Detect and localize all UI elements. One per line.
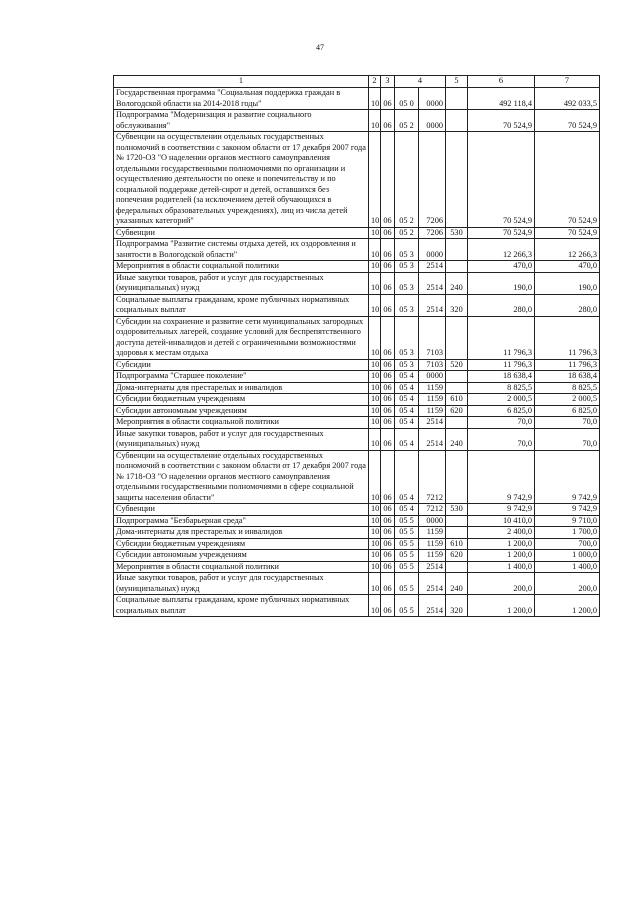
item-code-cell: 7103	[419, 316, 446, 359]
subsection-code-cell: 06	[381, 428, 395, 450]
item-code-cell: 0000	[419, 88, 446, 110]
amount-col7-cell: 9 742,9	[535, 504, 600, 516]
subsection-code-cell: 06	[381, 382, 395, 394]
amount-col7-cell: 9 710,0	[535, 515, 600, 527]
amount-col7-cell: 200,0	[535, 573, 600, 595]
table-row	[114, 394, 600, 406]
program-code-cell: 05 4	[395, 382, 419, 394]
amount-col6-cell: 6 825,0	[468, 405, 535, 417]
expense-type-cell: 620	[446, 550, 468, 562]
section-code-cell: 10	[369, 550, 381, 562]
table-row	[114, 515, 600, 527]
item-code-cell: 2514	[419, 272, 446, 294]
table-row	[114, 371, 600, 383]
row-name-cell: Государственная программа "Социальная поддержка граждан в Вологодской области на 2014-2018 годы"	[114, 88, 369, 110]
program-code-cell: 05 4	[395, 504, 419, 516]
table-row	[114, 405, 600, 417]
table-row	[114, 527, 600, 539]
section-code-cell: 10	[369, 538, 381, 550]
expense-type-cell	[446, 88, 468, 110]
expense-type-cell	[446, 239, 468, 261]
header-cell: 1	[114, 76, 369, 88]
amount-col6-cell: 280,0	[468, 294, 535, 316]
program-code-cell: 05 4	[395, 371, 419, 383]
table-row	[114, 561, 600, 573]
item-code-cell: 7206	[419, 132, 446, 228]
subsection-code-cell: 06	[381, 405, 395, 417]
table-row	[114, 132, 600, 228]
subsection-code-cell: 06	[381, 538, 395, 550]
expense-type-cell	[446, 527, 468, 539]
row-name-cell: Мероприятия в области социальной политики	[114, 261, 369, 273]
expense-type-cell: 240	[446, 573, 468, 595]
section-code-cell: 10	[369, 515, 381, 527]
program-code-cell: 05 5	[395, 550, 419, 562]
item-code-cell: 1159	[419, 527, 446, 539]
section-code-cell: 10	[369, 394, 381, 406]
section-code-cell: 10	[369, 272, 381, 294]
expense-type-cell: 320	[446, 595, 468, 617]
item-code-cell: 7212	[419, 504, 446, 516]
amount-col6-cell: 70 524,9	[468, 110, 535, 132]
amount-col6-cell: 200,0	[468, 573, 535, 595]
table-row	[114, 359, 600, 371]
amount-col6-cell: 8 825,5	[468, 382, 535, 394]
item-code-cell: 2514	[419, 417, 446, 429]
amount-col7-cell: 12 266,3	[535, 239, 600, 261]
amount-col6-cell: 11 796,3	[468, 316, 535, 359]
expense-type-cell: 530	[446, 227, 468, 239]
amount-col6-cell: 492 118,4	[468, 88, 535, 110]
expense-type-cell: 620	[446, 405, 468, 417]
item-code-cell: 2514	[419, 294, 446, 316]
table-row	[114, 316, 600, 359]
amount-col6-cell: 9 742,9	[468, 504, 535, 516]
subsection-code-cell: 06	[381, 527, 395, 539]
table-row	[114, 504, 600, 516]
expense-type-cell	[446, 316, 468, 359]
expense-type-cell	[446, 110, 468, 132]
program-code-cell: 05 5	[395, 573, 419, 595]
program-code-cell: 05 0	[395, 88, 419, 110]
subsection-code-cell: 06	[381, 394, 395, 406]
program-code-cell: 05 4	[395, 450, 419, 504]
amount-col7-cell: 190,0	[535, 272, 600, 294]
program-code-cell: 05 3	[395, 294, 419, 316]
table-row	[114, 227, 600, 239]
expense-type-cell: 240	[446, 272, 468, 294]
row-name-cell: Социальные выплаты гражданам, кроме публичных нормативных социальных выплат	[114, 595, 369, 617]
section-code-cell: 10	[369, 261, 381, 273]
amount-col6-cell: 11 796,3	[468, 359, 535, 371]
program-code-cell: 05 5	[395, 538, 419, 550]
item-code-cell: 0000	[419, 110, 446, 132]
amount-col7-cell: 700,0	[535, 538, 600, 550]
program-code-cell: 05 3	[395, 359, 419, 371]
row-name-cell: Подпрограмма "Развитие системы отдыха детей, их оздоровления и занятости в Вологодской области"	[114, 239, 369, 261]
table-row	[114, 261, 600, 273]
amount-col6-cell: 12 266,3	[468, 239, 535, 261]
amount-col6-cell: 2 400,0	[468, 527, 535, 539]
section-code-cell: 10	[369, 316, 381, 359]
row-name-cell: Субвенции на осуществлении отдельных государственных полномочий в соответствии с законом области от 17 декабря 2007 года № 1720-ОЗ "О наделении органов местного самоуправления отдельными государственными полномочиями по организации и осуществлению деятельности по опеке и попечительству и по социальной поддержке детей-сирот и детей, оставшихся без попечения родителей (за исключением детей обучающихся в федеральных образовательных учреждениях), лиц из числа детей указанных категорий"	[114, 132, 369, 228]
section-code-cell: 10	[369, 371, 381, 383]
subsection-code-cell: 06	[381, 239, 395, 261]
expense-type-cell	[446, 261, 468, 273]
table-row	[114, 239, 600, 261]
section-code-cell: 10	[369, 239, 381, 261]
row-name-cell: Дома-интернаты для престарелых и инвалидов	[114, 382, 369, 394]
section-code-cell: 10	[369, 527, 381, 539]
program-code-cell: 05 5	[395, 515, 419, 527]
subsection-code-cell: 06	[381, 132, 395, 228]
header-cell: 2	[369, 76, 381, 88]
page-number: 47	[316, 43, 324, 52]
table-row	[114, 88, 600, 110]
program-code-cell: 05 3	[395, 261, 419, 273]
amount-col6-cell: 70,0	[468, 417, 535, 429]
table-row	[114, 272, 600, 294]
amount-col7-cell: 1 700,0	[535, 527, 600, 539]
row-name-cell: Субвенции	[114, 504, 369, 516]
section-code-cell: 10	[369, 88, 381, 110]
item-code-cell: 1159	[419, 382, 446, 394]
amount-col6-cell: 1 200,0	[468, 550, 535, 562]
row-name-cell: Субсидии бюджетным учреждениям	[114, 394, 369, 406]
item-code-cell: 0000	[419, 239, 446, 261]
table-row	[114, 294, 600, 316]
item-code-cell: 7206	[419, 227, 446, 239]
row-name-cell: Социальные выплаты гражданам, кроме публичных нормативных социальных выплат	[114, 294, 369, 316]
section-code-cell: 10	[369, 504, 381, 516]
amount-col6-cell: 1 400,0	[468, 561, 535, 573]
row-name-cell: Подпрограмма "Безбарьерная среда"	[114, 515, 369, 527]
row-name-cell: Мероприятия в области социальной политики	[114, 417, 369, 429]
row-name-cell: Мероприятия в области социальной политики	[114, 561, 369, 573]
amount-col6-cell: 1 200,0	[468, 538, 535, 550]
expense-type-cell	[446, 417, 468, 429]
expense-type-cell	[446, 371, 468, 383]
section-code-cell: 10	[369, 595, 381, 617]
item-code-cell: 7212	[419, 450, 446, 504]
row-name-cell: Подпрограмма "Старшее поколение"	[114, 371, 369, 383]
subsection-code-cell: 06	[381, 417, 395, 429]
header-cell: 3	[381, 76, 395, 88]
section-code-cell: 10	[369, 227, 381, 239]
header-cell: 7	[535, 76, 600, 88]
item-code-cell: 0000	[419, 515, 446, 527]
program-code-cell: 05 2	[395, 132, 419, 228]
amount-col7-cell: 9 742,9	[535, 450, 600, 504]
subsection-code-cell: 06	[381, 110, 395, 132]
amount-col7-cell: 70 524,9	[535, 227, 600, 239]
subsection-code-cell: 06	[381, 515, 395, 527]
item-code-cell: 2514	[419, 573, 446, 595]
item-code-cell: 1159	[419, 538, 446, 550]
program-code-cell: 05 4	[395, 428, 419, 450]
header-cell: 4	[395, 76, 446, 88]
amount-col7-cell: 18 638,4	[535, 371, 600, 383]
subsection-code-cell: 06	[381, 272, 395, 294]
table-row	[114, 382, 600, 394]
expense-type-cell: 530	[446, 504, 468, 516]
subsection-code-cell: 06	[381, 595, 395, 617]
subsection-code-cell: 06	[381, 261, 395, 273]
item-code-cell: 1159	[419, 394, 446, 406]
amount-col6-cell: 9 742,9	[468, 450, 535, 504]
subsection-code-cell: 06	[381, 316, 395, 359]
item-code-cell: 2514	[419, 261, 446, 273]
program-code-cell: 05 3	[395, 316, 419, 359]
amount-col6-cell: 2 000,5	[468, 394, 535, 406]
subsection-code-cell: 06	[381, 88, 395, 110]
row-name-cell: Дома-интернаты для престарелых и инвалидов	[114, 527, 369, 539]
program-code-cell: 05 3	[395, 272, 419, 294]
row-name-cell: Субсидии автономным учреждениям	[114, 550, 369, 562]
subsection-code-cell: 06	[381, 227, 395, 239]
amount-col7-cell: 492 033,5	[535, 88, 600, 110]
program-code-cell: 05 2	[395, 110, 419, 132]
program-code-cell: 05 4	[395, 394, 419, 406]
program-code-cell: 05 5	[395, 561, 419, 573]
expense-type-cell: 610	[446, 394, 468, 406]
section-code-cell: 10	[369, 359, 381, 371]
expense-type-cell: 240	[446, 428, 468, 450]
row-name-cell: Субвенции	[114, 227, 369, 239]
amount-col7-cell: 70,0	[535, 428, 600, 450]
amount-col7-cell: 70,0	[535, 417, 600, 429]
row-name-cell: Субвенции на осуществление отдельных государственных полномочий в соответствии с законом области от 17 декабря 2007 года № 1718-ОЗ "О наделении органов местного самоуправления отдельными государственными полномочиями в сфере социальной защиты населения области"	[114, 450, 369, 504]
amount-col6-cell: 190,0	[468, 272, 535, 294]
amount-col6-cell: 70,0	[468, 428, 535, 450]
program-code-cell: 05 4	[395, 405, 419, 417]
expense-type-cell	[446, 132, 468, 228]
item-code-cell: 2514	[419, 561, 446, 573]
amount-col7-cell: 11 796,3	[535, 359, 600, 371]
subsection-code-cell: 06	[381, 573, 395, 595]
expense-type-cell: 520	[446, 359, 468, 371]
row-name-cell: Иные закупки товаров, работ и услуг для государственных (муниципальных) нужд	[114, 573, 369, 595]
item-code-cell: 2514	[419, 428, 446, 450]
expense-type-cell	[446, 450, 468, 504]
section-code-cell: 10	[369, 450, 381, 504]
amount-col7-cell: 6 825,0	[535, 405, 600, 417]
amount-col6-cell: 18 638,4	[468, 371, 535, 383]
section-code-cell: 10	[369, 417, 381, 429]
amount-col7-cell: 1 000,0	[535, 550, 600, 562]
expense-type-cell	[446, 561, 468, 573]
item-code-cell: 2514	[419, 595, 446, 617]
amount-col6-cell: 1 200,0	[468, 595, 535, 617]
amount-col7-cell: 1 400,0	[535, 561, 600, 573]
amount-col7-cell: 70 524,9	[535, 110, 600, 132]
amount-col7-cell: 2 000,5	[535, 394, 600, 406]
program-code-cell: 05 5	[395, 595, 419, 617]
subsection-code-cell: 06	[381, 450, 395, 504]
budget-table	[113, 75, 600, 617]
amount-col7-cell: 280,0	[535, 294, 600, 316]
amount-col6-cell: 70 524,9	[468, 132, 535, 228]
amount-col7-cell: 470,0	[535, 261, 600, 273]
subsection-code-cell: 06	[381, 294, 395, 316]
header-cell: 5	[446, 76, 468, 88]
table-row	[114, 550, 600, 562]
subsection-code-cell: 06	[381, 359, 395, 371]
row-name-cell: Подпрограмма "Модернизация и развитие социального обслуживания"	[114, 110, 369, 132]
table-row	[114, 573, 600, 595]
row-name-cell: Субсидии бюджетным учреждениям	[114, 538, 369, 550]
row-name-cell: Иные закупки товаров, работ и услуг для государственных (муниципальных) нужд	[114, 272, 369, 294]
amount-col7-cell: 1 200,0	[535, 595, 600, 617]
expense-type-cell	[446, 515, 468, 527]
subsection-code-cell: 06	[381, 504, 395, 516]
table-row	[114, 417, 600, 429]
amount-col7-cell: 8 825,5	[535, 382, 600, 394]
subsection-code-cell: 06	[381, 371, 395, 383]
table-row	[114, 538, 600, 550]
table-row	[114, 428, 600, 450]
table-row	[114, 110, 600, 132]
row-name-cell: Иные закупки товаров, работ и услуг для государственных (муниципальных) нужд	[114, 428, 369, 450]
table-header-row	[114, 76, 600, 88]
program-code-cell: 05 5	[395, 527, 419, 539]
section-code-cell: 10	[369, 573, 381, 595]
item-code-cell: 1159	[419, 550, 446, 562]
row-name-cell: Субсидии на сохранение и развитие сети муниципальных загородных оздоровительных лагерей, создание условий для беспрепятственного доступа детей-инвалидов и детей с ограниченными возможностями здоровья к местам отдыха	[114, 316, 369, 359]
program-code-cell: 05 4	[395, 417, 419, 429]
section-code-cell: 10	[369, 132, 381, 228]
program-code-cell: 05 2	[395, 227, 419, 239]
amount-col6-cell: 10 410,0	[468, 515, 535, 527]
table-row	[114, 450, 600, 504]
subsection-code-cell: 06	[381, 550, 395, 562]
amount-col6-cell: 470,0	[468, 261, 535, 273]
item-code-cell: 7103	[419, 359, 446, 371]
subsection-code-cell: 06	[381, 561, 395, 573]
item-code-cell: 1159	[419, 405, 446, 417]
item-code-cell: 0000	[419, 371, 446, 383]
section-code-cell: 10	[369, 110, 381, 132]
section-code-cell: 10	[369, 294, 381, 316]
amount-col7-cell: 11 796,3	[535, 316, 600, 359]
amount-col7-cell: 70 524,9	[535, 132, 600, 228]
section-code-cell: 10	[369, 405, 381, 417]
table-row	[114, 595, 600, 617]
expense-type-cell: 320	[446, 294, 468, 316]
amount-col6-cell: 70 524,9	[468, 227, 535, 239]
row-name-cell: Субсидии	[114, 359, 369, 371]
expense-type-cell	[446, 382, 468, 394]
expense-type-cell: 610	[446, 538, 468, 550]
program-code-cell: 05 3	[395, 239, 419, 261]
section-code-cell: 10	[369, 382, 381, 394]
section-code-cell: 10	[369, 428, 381, 450]
header-cell: 6	[468, 76, 535, 88]
row-name-cell: Субсидии автономным учреждениям	[114, 405, 369, 417]
section-code-cell: 10	[369, 561, 381, 573]
